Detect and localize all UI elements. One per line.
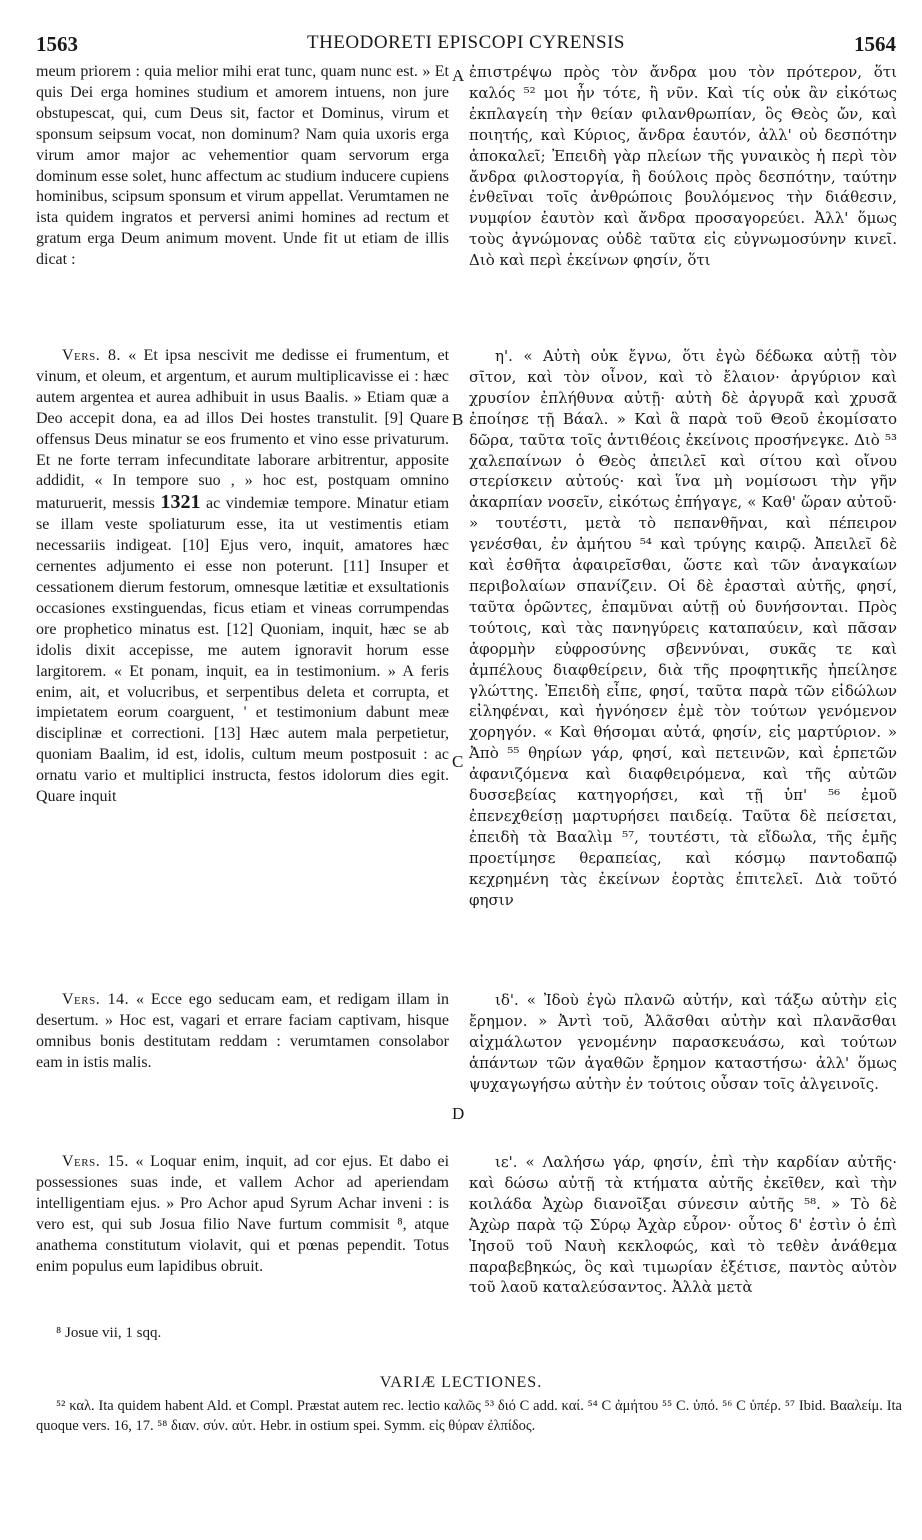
verse-label: Vers. 14. (62, 991, 130, 1008)
greek-block-3 (469, 990, 897, 1095)
latin-paragraph (36, 1152, 449, 1277)
latin-text: ac vindemiæ tempore. Minatur etiam se illam veste spoliaturum esse, ita ut vestimentis etiam necessariis indigeat. [10] Ejus vero, inquit, amatores hæc cernentes adjumento ei esse non poterunt. [11] Insuper et cessationem dierum festorum, omnesque lætitiæ et exsultationis occasiones exstinguendas, ficus etiam et vineas corrumpendas ore prophetico minatus est. [12] Quoniam, inquit, hæc se ab idolis dixit accepisse, me autem ignoravit horum esse largitorem. « Et ponam, inquit, ea in testimonium. » A feris enim, ait, et volucribus, et serpentibus deleta et corrupta, et impietatem eorum coarguent, ' et testimonium dabunt meæ disciplinæ et correctioni. [13] Hæc autem mala perpetietur, quoniam Baalim, id est, idolis, cultum meum postposuit : ac ornatu vario et multiplici instructa, festos idolorum dies egit. Quare inquit (36, 495, 450, 806)
margin-letter-b: B (452, 410, 464, 429)
verse-label: Vers. 15. (62, 1153, 129, 1170)
latin-text: « Et ipsa nescivit me dedisse ei frumentum, et vinum, et oleum, et argentum, et aurum multiplicavisse ei : hæc autem argentea et aurea adhibuit in usus Baalis. » Etiam quæ a Deo accepit dona, ea ad illos Dei hostes transtulit. [9] Quare offensus Deus minatur se eos frumento et vino esse privaturum. Et ne forte terram infecunditate laborare arbitrentur, apposite addidit, « In tempore suo , » hoc est, postquam omnino maturuerit, messis (36, 347, 450, 513)
variae-paragraph: ⁵² καλ. Ita quidem habent Ald. et Compl. Præstat autem rec. lectio καλῶς ⁵³ διό C add. καί. ⁵⁴ C ἀμήτου ⁵⁵ C. ὑπό. ⁵⁶ C ὑπέρ. ⁵⁷ Ibid. Βααλείμ. Ita quoque vers. 16, 17. ⁵⁸ διαν. σύν. αὐτ. Hebr. in ostium spei. Symm. εἰς θύραν ἐλπίδος. (36, 1398, 902, 1434)
page-header (36, 32, 896, 60)
latin-block-2 (36, 346, 449, 808)
latin-text: « Ecce ego seducam eam, et redigam illam in desertum. » Hoc est, vagari et errare faciam captivam, hisque omnibus bonis destitutam reddam : verumtamen consolabor eam in istis malis. (36, 991, 450, 1071)
margin-letter-a: A (452, 66, 465, 85)
margin-letter-d: D (452, 1104, 465, 1123)
greek-block-2 (469, 346, 897, 910)
verse-label: Vers. 8. (62, 347, 121, 364)
latin-block-4 (36, 1152, 449, 1277)
running-title: THEODORETI EPISCOPI CYRENSIS (306, 32, 626, 53)
greek-paragraph: ἐπιστρέψω πρὸς τὸν ἄνδρα μου τὸν πρότερον, ὅτι καλός ⁵² μοι ἦν τότε, ἢ νῦν. Καὶ τίς οὐκ ἂν εἰκότως ἐκπλαγείη τὴν θείαν φιλανθρωπίαν, ὃς Θεὸς ὤν, καὶ ποιητής, καὶ Κύριος, ἄνδρα ἑαυτόν, ἀλλ' οὐ δεσπότην ἀποκαλεῖ; Ἐπειδὴ γὰρ πλείων τῆς γυναικὸς ἡ περὶ τὸν ἄνδρα φιλοστοργία, ἢ δούλοις πρὸς δεσπότην, ταύτην ἐνθεῖναι τοῖς ἀνθρώποις βουλόμενος τὴν διάθεσιν, νυμφίον ἑαυτὸν καὶ ἄνδρα προσαγορεύει. Ἀλλ' ὅμως τοὺς ἀγνώμονας οὐδὲ ταῦτα εἰς εὐγνωμοσύνην κινεῖ. Διὸ καὶ περὶ ἐκείνων φησίν, ὅτι (469, 63, 897, 270)
page-number-right: 1564 (854, 32, 896, 56)
greek-block-4 (469, 1152, 897, 1298)
greek-paragraph: ιδ'. « Ἰδοὺ ἐγὼ πλανῶ αὐτήν, καὶ τάξω αὐτὴν εἰς ἔρημον. » Ἀντὶ τοῦ, Ἀλᾶσθαι αὐτὴν καὶ πλανᾶσθαι αἰχμάλωτον γενομένην παρασκευάσω, καὶ τούτων ἁπάντων τῶν ἀγαθῶν ἔρημον καταστήσω· ἀλλ' ὅμως ψυχαγωγήσω αὐτὴν ἐν τούτοις οὖσαν τοῖς ἀλγεινοῖς. (469, 991, 897, 1093)
column-number: 1321 (160, 491, 201, 514)
latin-block-3 (36, 990, 449, 1074)
variae-lectiones-title: VARIÆ LECTIONES. (379, 1374, 543, 1391)
latin-text: « Loquar enim, inquit, ad cor ejus. Et dabo ei possessiones suas inde, et vallem Achor ad aperiendam intelligentiam ejus. » Pro Achor apud Syrum Achar inveni : is vero est, qui sub Josua filio Nave furtum commisit ⁸, atque anathema constitutum violavit, qui et pœnas pependit. Totus enim populus eum lapidibus obruit. (36, 1153, 450, 1275)
variae-lectiones-text (36, 1396, 902, 1436)
latin-paragraph: meum priorem : quia melior mihi erat tunc, quam nunc est. » Et quis Dei erga homines studium et amorem intuens, non jure obstupescat, qui, cum Deus sit, factor et Dominus, virum et sponsum seipsum vocat, non dominum? Nam quia uxoris erga virum amor major ac vehementior quam servorum erga dominum esse solet, hunc affectum ac studium inducere cupiens hominibus, scipsum sponsum et virum appellat. Verumtamen ne ista quidem ingratos et perversi animi homines ad rectum et gratum erga Deum animum movent. Unde fit ut etiam de illis dicat : (36, 63, 449, 269)
margin-letter-c: C (452, 752, 464, 771)
greek-paragraph: η'. « Αὐτὴ οὐκ ἔγνω, ὅτι ἐγὼ δέδωκα αὐτῇ τὸν σῖτον, καὶ τὸν οἶνον, καὶ τὸ ἔλαιον· ἀργύριον καὶ χρυσίον ἐπλήθυνα αὐτῇ· αὐτὴ δὲ ἀργυρᾶ καὶ χρυσᾶ ἐποίησε τῇ Βάαλ. » Καὶ ἃ παρὰ τοῦ Θεοῦ ἐκομίσατο δῶρα, ταῦτα τοῖς ἀντιθέοις ἐκείνοις προσήνεγκε. Διὸ ⁵³ χαλεπαίνων ὁ Θεὸς ἀπειλεῖ καὶ σίτου καὶ οἴνου στερίσκειν αὐτούς· καὶ ἵνα μὴ νομίσωσι τὴν γῆν ἀκαρπίαν νοσεῖν, εἰκότως ἐπήγαγε, « Καθ' ὥραν αὐτοῦ· » τουτέστι, μετὰ τὸ πεπανθῆναι, καὶ πέπειρον γενέσθαι, ἐν ἀμήτου ⁵⁴ καὶ τρύγης καιρῷ. Ἀπειλεῖ δὲ καὶ ἐσθῆτα ἀφαιρεῖσθαι, ὥστε καὶ τῶν ἀναγκαίων περιβολαίων σπανίζειν. Οἱ δὲ ἐρασταὶ αὐτῆς, φησί, ταῦτα ὁρῶντες, ἐπαμῦναι αὐτῇ οὐ δυνήσονται. Πρὸς τούτοις, καὶ τὰς πανηγύρεις καταπαύειν, καὶ πᾶσαν ἀφορμὴν εὐφροσύνης σβεννύναι, συκᾶς τε καὶ ἀμπέλους διαφθείρειν, διὰ τῆς προφητικῆς ἠπείλησε γλώττης. Ἐπειδὴ εἶπε, φησί, ταῦτα παρὰ τῶν εἰδώλων εἰληφέναι, καὶ ἠγνόησεν ἐμὲ τὸν τούτων γενόμενον χορηγόν. « Καὶ θήσομαι αὐτά, φησίν, εἰς μαρτύριον. » Ἀπὸ ⁵⁵ θηρίων γάρ, φησί, καὶ πετεινῶν, καὶ ἑρπετῶν ἀφανιζόμενα καὶ διαφθειρόμενα, καὶ τῆς αὐτῶν δυσσεβείας κατηγορήσει, καὶ τῇ ὑπ' ⁵⁶ ἐμοῦ ἐπενεχθείσῃ μαρτυρήσει παιδείᾳ. Ταῦτα δὲ πείσεται, ἐπειδὴ τὰ Βααλὶμ ⁵⁷, τουτέστι, τὰ εἴδωλα, τῆς ἐμῆς προετίμησε θεραπείας, καὶ κόσμῳ παντοδαπῷ κεχρημένη τὰς ἐκείνων ἑορτὰς ἐπιτελεῖ. Διὰ τοῦτό φησιν (469, 347, 897, 909)
latin-paragraph (36, 990, 449, 1074)
footnote: ⁸ Josue vii, 1 sqq. (56, 1325, 162, 1341)
latin-paragraph (36, 346, 449, 808)
greek-paragraph: ιε'. « Λαλήσω γάρ, φησίν, ἐπὶ τὴν καρδίαν αὐτῆς· καὶ δώσω αὐτῇ τὰ κτήματα αὐτῆς ἐκεῖθεν, καὶ τὴν κοιλάδα Ἀχὼρ διανοῖξαι σύνεσιν αὐτῆς ⁵⁸. » Τὸ δὲ Ἀχὼρ παρὰ τῷ Σύρῳ Ἀχὰρ εὗρον· οὗτος δ' ἐστὶν ὁ ἐπὶ Ἰησοῦ τοῦ Ναυὴ κεκλοφώς, καὶ τὸ τεθὲν ἀνάθεμα παραβεβηκώς, ὃς καὶ τιμωρίαν ἐξέτισε, παντὸς αὐτὸν τοῦ λαοῦ καταλεύσαντος. Ἀλλὰ μετὰ (469, 1153, 897, 1297)
latin-block-1 (36, 62, 449, 271)
greek-block-1 (469, 62, 897, 271)
page-number-left: 1563 (36, 32, 78, 56)
